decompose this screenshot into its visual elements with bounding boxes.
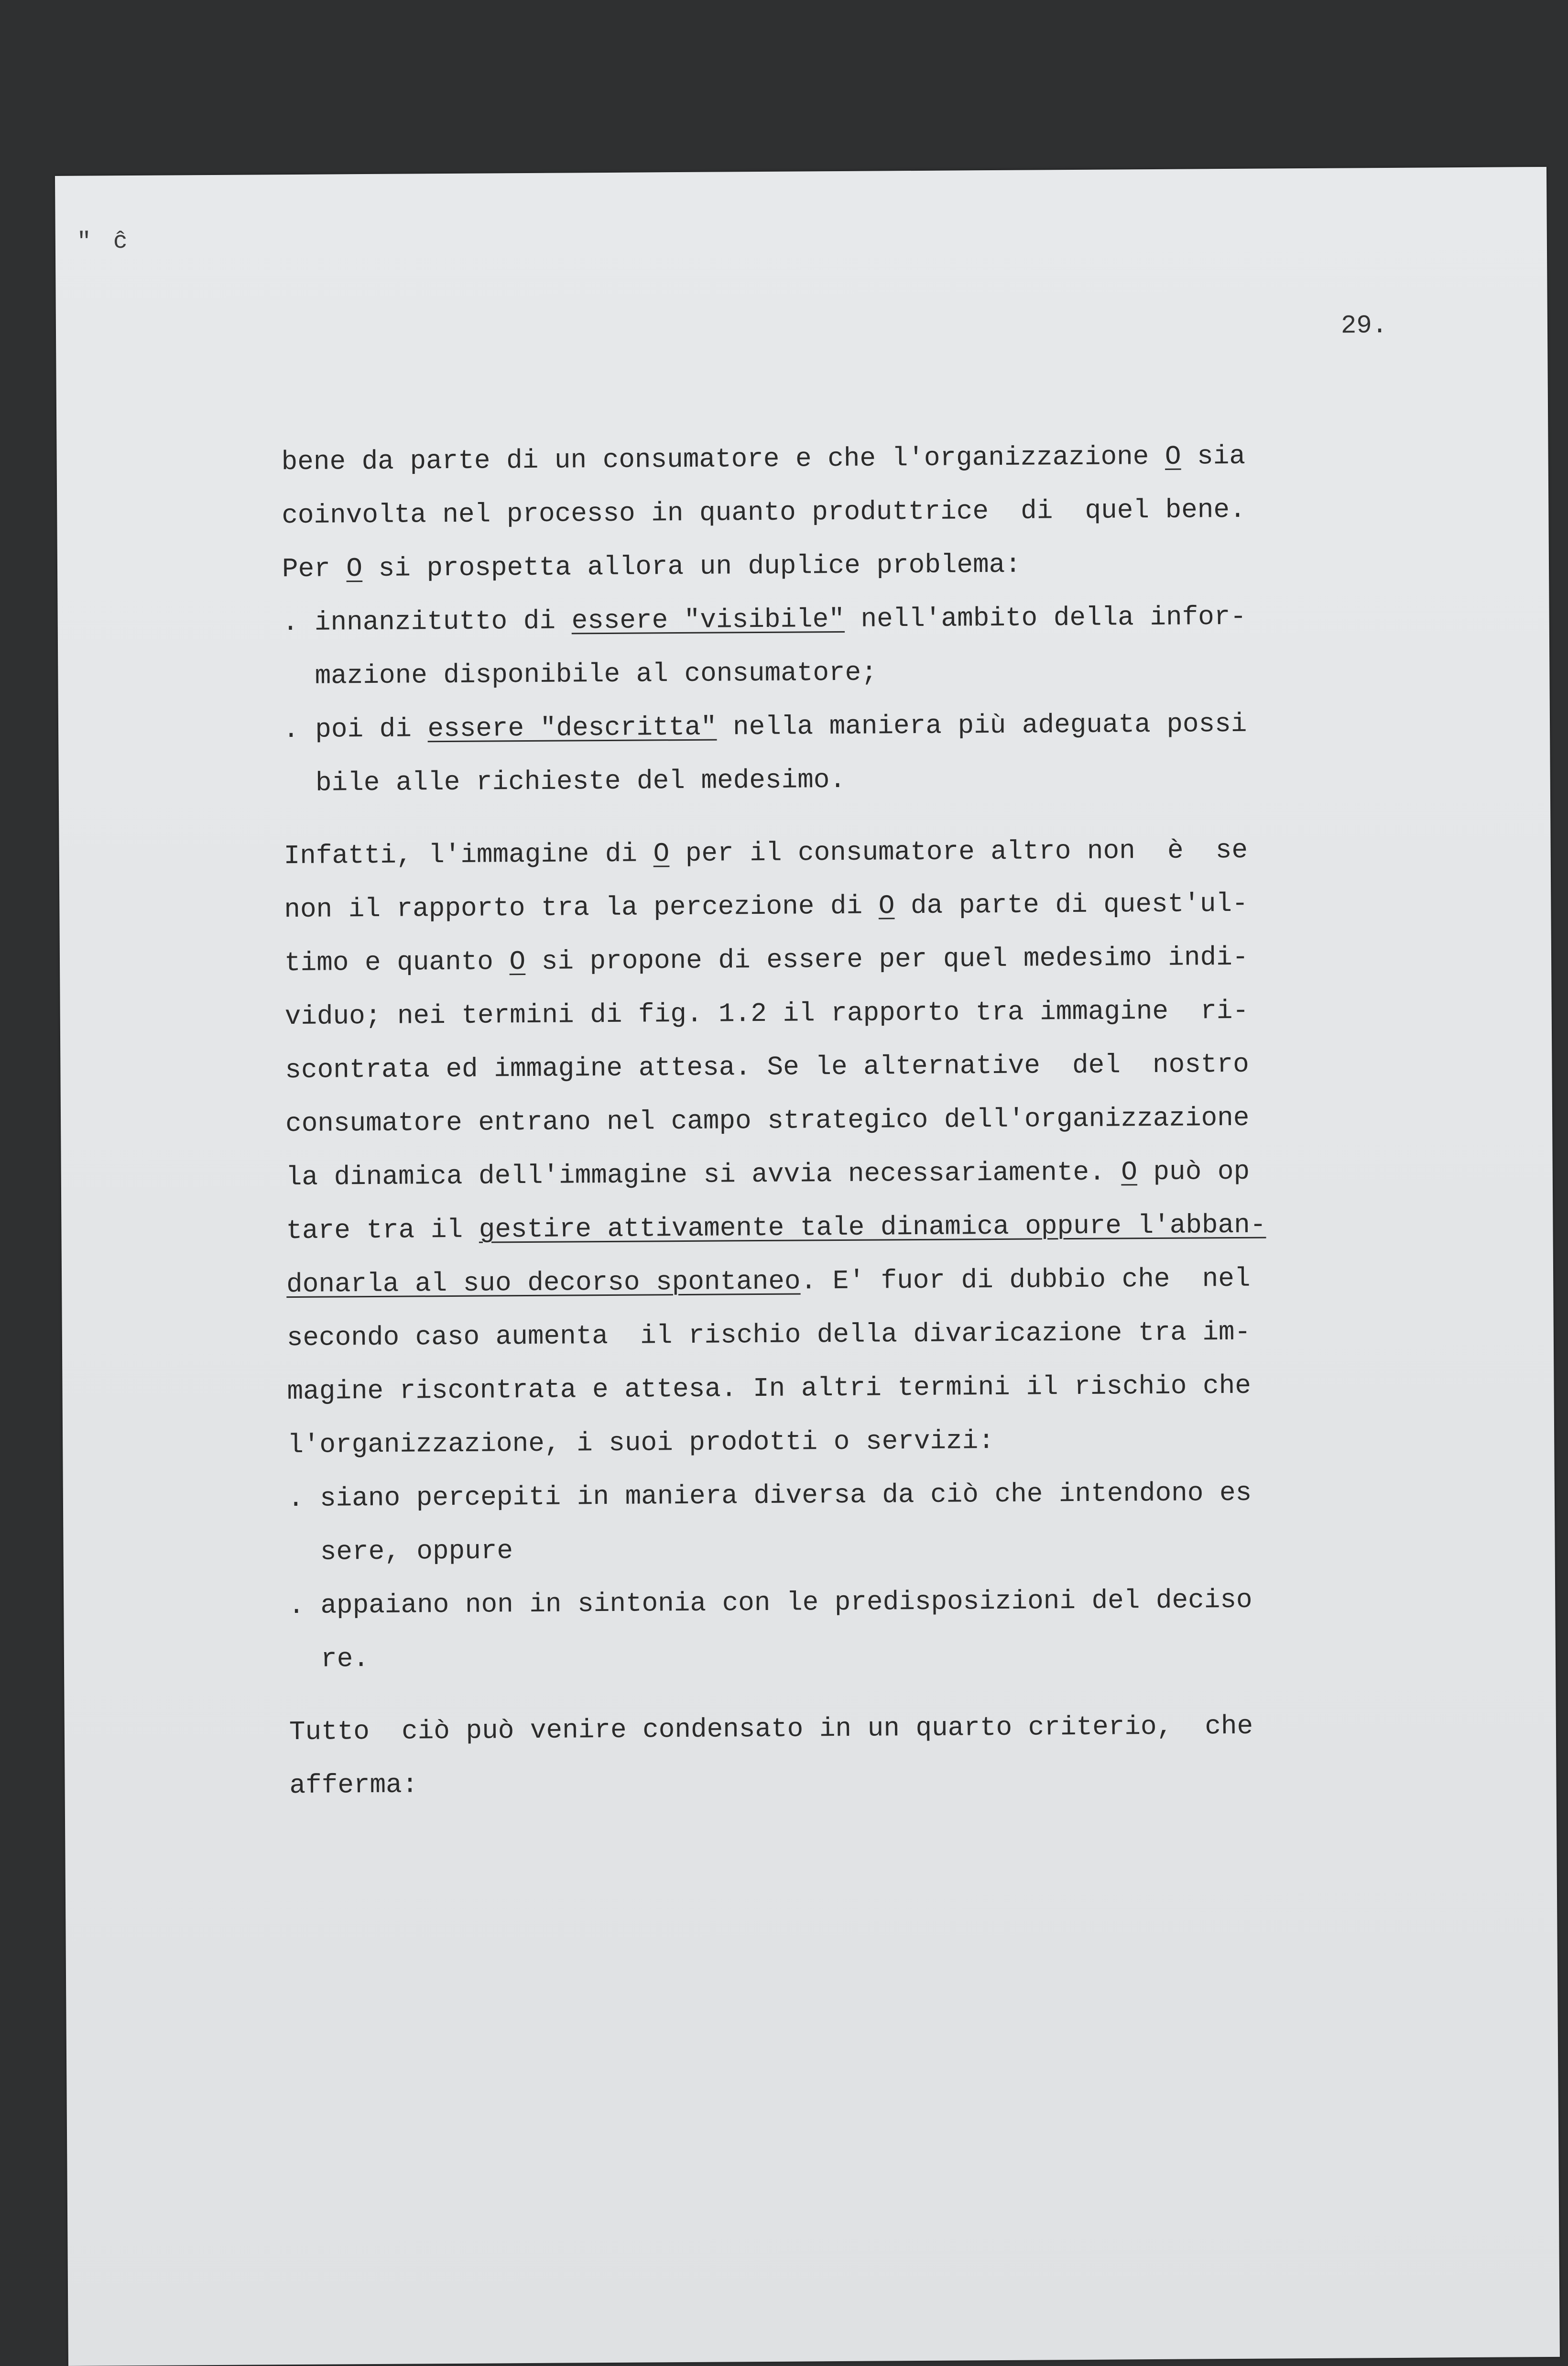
text-line: re. <box>288 1643 370 1675</box>
text-line: tare tra il gestire attivamente tale dinamica oppure l'abban- <box>286 1209 1266 1247</box>
bullet-item: . siano percepiti in maniera diversa da ciò che intendono es <box>287 1477 1252 1514</box>
text-line: afferma: <box>289 1769 418 1801</box>
text-line: scontrata ed immagine attesa. Se le alternative del nostro <box>285 1049 1249 1086</box>
paragraph-start: Infatti, l'immagine di O per il consumatore altro non è se <box>283 834 1248 872</box>
text-line: magine riscontrata e attesa. In altri termini il rischio che <box>287 1370 1252 1407</box>
text-line: coinvolta nel processo in quanto produttrice di quel bene. <box>282 494 1246 531</box>
paper-sheet <box>55 167 1560 2366</box>
text-line: sere, oppure <box>288 1535 513 1568</box>
text-line: mazione disponibile al consumatore; <box>283 657 877 692</box>
body-text <box>281 428 1437 1812</box>
paragraph-start: Tutto ciò può venire condensato in un quarto criterio, che <box>289 1710 1253 1748</box>
text-line: secondo caso aumenta il rischio della divaricazione tra im- <box>286 1316 1251 1354</box>
text-line: bene da parte di un consumatore e che l'organizzazione O sia <box>281 440 1246 478</box>
text-line: donarla al suo decorso spontaneo. E' fuor di dubbio che nel <box>286 1263 1251 1300</box>
text-line: non il rapporto tra la percezione di O da parte di quest'ul- <box>284 888 1248 925</box>
bullet-item: . poi di essere "descritta" nella maniera più adeguata possi <box>283 708 1247 745</box>
text-line: timo e quanto O si propone di essere per quel medesimo indi- <box>284 942 1249 979</box>
text-line: la dinamica dell'immagine si avvia necessariamente. O può op <box>285 1156 1250 1193</box>
corner-marks: ″ ĉ <box>76 228 132 256</box>
text-line: consumatore entrano nel campo strategico dell'organizzazione <box>285 1102 1250 1139</box>
page-number: 29. <box>1340 311 1388 341</box>
text-line: viduo; nei termini di fig. 1.2 il rapporto tra immagine ri- <box>284 995 1249 1032</box>
bullet-item: . innanzitutto di essere "visibile" nell'ambito della infor- <box>282 601 1247 638</box>
text-line: bile alle richieste del medesimo. <box>283 764 846 799</box>
text-line: Per O si prospetta allora un duplice problema: <box>282 549 1022 585</box>
bullet-item: . appaiano non in sintonia con le predisposizioni del deciso <box>288 1584 1252 1621</box>
text-line: l'organizzazione, i suoi prodotti o servizi: <box>287 1425 995 1461</box>
